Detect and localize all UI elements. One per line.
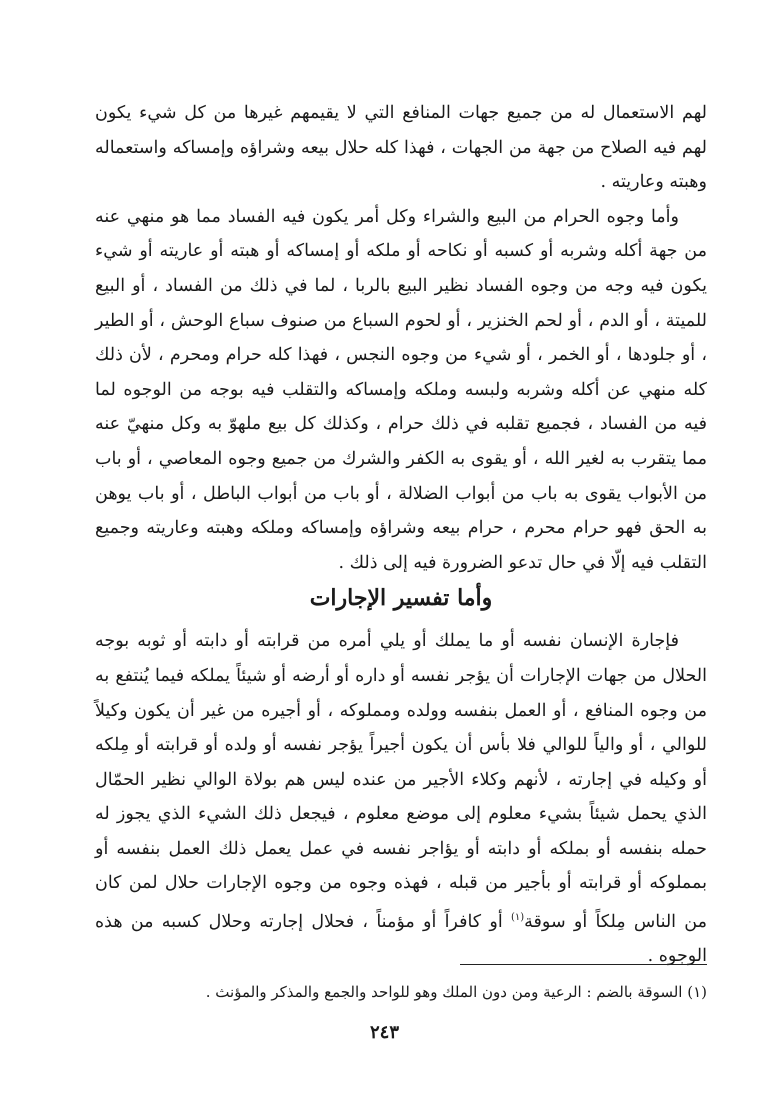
section-heading: وأما تفسير الإجارات — [309, 585, 493, 612]
paragraph-intro: لهم الاستعمال له من جميع جهات المنافع التي لا يقيمهم غيرها من كل شيء يكون لهم فيه الصلاح من جهة من الجهات ، فهذا كله حلال بيعه وشراؤه وإمساكه واستعماله وهبته وعاريته . — [95, 103, 708, 193]
footnote: (١) السوقة بالضم : الرعية ومن دون الملك وهو للواحد والجمع والمذكر والمؤنث . — [205, 983, 707, 1001]
footnote-divider — [460, 964, 707, 965]
ijarat-text-part2: أو كافراً أو مؤمناً ، فحلال إجارته وحلال كسبه من هذه الوجوه . — [95, 911, 707, 967]
footnote-marker: (١) — [510, 912, 525, 924]
page-number: ٢٤٣ — [369, 1022, 399, 1043]
paragraph-ijarat — [95, 624, 707, 974]
page-body — [95, 96, 707, 974]
paragraph-forbidden-trade: وأما وجوه الحرام من البيع والشراء وكل أمر يكون فيه الفساد مما هو منهي عنه من جهة أكله وشربه أو كسبه أو نكاحه أو ملكه أو إمساكه أو هبته أو عاريته أو شيء يكون فيه وجه من وجوه الفساد نظير البيع بالربا ، لما في ذلك من الفساد ، أو البيع للميتة ، أو الدم ، أو لحم الخنزير ، أو لحوم السباع من صنوف سباع الوحش ، أو الطير ، أو جلودها ، أو الخمر ، أو شيء من وجوه النجس ، فهذا كله حرام ومحرم ، لأن ذلك كله منهي عن أكله وشربه ولبسه وملكه وإمساكه والتقلب فيه بوجه من الوجوه لما فيه من الفساد ، فجميع تقلبه في ذلك حرام ، وكذلك كل بيع ملهوّ به وكل منهيّ عنه مما يتقرب به لغير الله ، أو يقوى به الكفر والشرك من جميع وجوه المعاصي ، أو باب من الأبواب يقوى به باب من أبواب الضلالة ، أو باب من أبواب الباطل ، أو باب يوهن به الحق فهو حرام محرم ، حرام بيعه وشراؤه وإمساكه وملكه وهبته وعاريته وجميع التقلب فيه إلّا في حال تدعو الضرورة فيه إلى ذلك . — [95, 206, 707, 573]
ijarat-text-part1: فإجارة الإنسان نفسه أو ما يملك أو يلي أمره من قرابته أو دابته أو ثوبه بوجه الحلال من جهات الإجارات أن يؤجر نفسه أو داره أو أرضه أو شيئاً يملكه فيما يُنتفع به من وجوه المنافع ، أو العمل بنفسه وولده ومملوكه ، أو أجيره من غير أن يكون وكيلاً للوالي ، أو والياً للوالي فلا بأس أن يكون أجيراً يؤجر نفسه أو ولده أو قرابته أو مِلكه أو وكيله في إجارته ، لأنهم وكلاء الأجير من عنده ليس هم بولاة الوالي نظير الحمّال الذي يحمل شيئاً بشيء معلوم إلى موضع معلوم ، فيجعل ذلك الشيء الذي يجوز له حمله بنفسه أو بملكه أو دابته أو يؤاجر نفسه في عمل يعمل ذلك العمل بنفسه أو بمملوكه أو قرابته أو بأجير من قبله ، فهذه وجوه من وجوه الإجارات حلال لمن كان من الناس مِلكاً أو سوقة — [95, 631, 707, 932]
